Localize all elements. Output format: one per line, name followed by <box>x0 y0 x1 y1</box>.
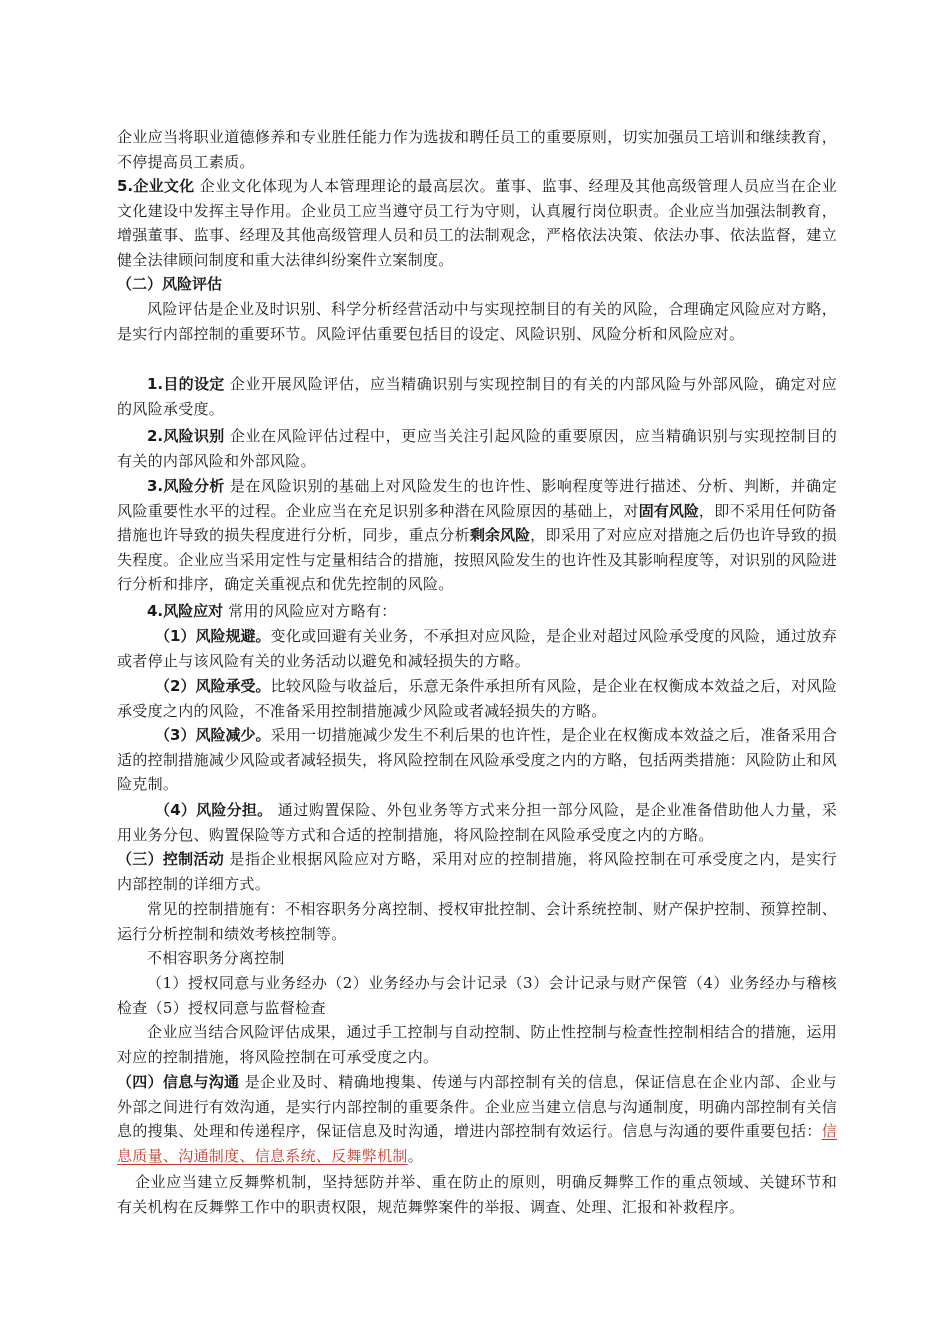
paragraph-text: 是在风险识别的基础上对风险发生的也许性、影响程度等进行描述、分析、判断，并确定风险重要性水平的过程。企业应当在充足识别多种潜在风险原因的基础上，对 <box>117 477 837 520</box>
paragraph-risk-analysis <box>117 474 837 597</box>
paragraph-risk-acceptance <box>117 674 837 723</box>
paragraph-risk-assessment-intro <box>117 297 837 346</box>
paragraph-goal-setting <box>117 372 837 421</box>
paragraph-text: 常用的风险应对方略有： <box>223 602 397 620</box>
paragraph-text: 通过购置保险、外包业务等方式来分担一部分风险，是企业准备借助他人力量，采用业务分包、购置保险等方式和合适的控制措施，将风险控制在风险承受度之内的方略。 <box>117 801 837 844</box>
paragraph-text: 。 <box>407 1146 424 1165</box>
paragraph-text: 采用一切措施减少发生不利后果的也许性，是企业在权衡成本效益之后，准备采用合适的控制措施减少风险或者减轻损失，将风险控制在风险承受度之内的方略，包括两类措施：风险防止和风险克制。 <box>117 726 837 793</box>
section-heading: 1.目的设定 <box>147 375 225 393</box>
paragraph-corporate-culture <box>117 174 837 272</box>
section-heading: 3.风险分析 <box>147 477 225 495</box>
paragraph-text: 企业文化体现为人本管理理论的最高层次。董事、监事、经理及其他高级管理人员应当在企业文化建设中发挥主导作用。企业员工应当遵守员工行为守则，认真履行岗位职责。企业应当加强法制教育，增强董事、监事、经理及其他高级管理人员和员工的法制观念，严格依法决策、依法办事、依法监督，建立健全法律顾问制度和重大法律纠纷案件立案制度。 <box>117 177 837 269</box>
keyword-residual-risk: 剩余风险 <box>469 526 531 544</box>
paragraph-risk-identification <box>117 424 837 473</box>
paragraph-text: 企业开展风险评估，应当精确识别与实现控制目的有关的内部风险与外部风险，确定对应的风险承受度。 <box>117 375 837 418</box>
paragraph-control-combination <box>117 1020 837 1069</box>
heading-risk-assessment <box>117 272 837 297</box>
paragraph-staff-quality <box>117 125 837 174</box>
paragraph-control-measures <box>117 897 837 946</box>
item-heading: （2）风险承受。 <box>155 677 271 695</box>
paragraph-text: 变化或回避有关业务，不承担对应风险，是企业对超过风险承受度的风险，通过放弃或者停止与该风险有关的业务活动以避免和减轻损失的方略。 <box>117 627 837 670</box>
paragraph-text: 是企业及时、精确地搜集、传递与内部控制有关的信息，保证信息在企业内部、企业与外部之间进行有效沟通，是实行内部控制的重要条件。企业应当建立信息与沟通制度，明确内部控制有关信息的搜集、处理和传递程序，保证信息及时沟通，增进内部控制有效运行。信息与沟通的要件重要包括： <box>117 1073 837 1140</box>
paragraph-text: 企业应当结合风险评估成果，通过手工控制与自动控制、防止性控制与检查性控制相结合的措施，运用对应的控制措施，将风险控制在可承受度之内。 <box>117 1023 837 1066</box>
paragraph-text: （1）授权同意与业务经办（2）业务经办与会计记录（3）会计记录与财产保管（4）业务经办与稽核检查（5）授权同意与监督检查 <box>117 974 837 1017</box>
paragraph-text: 企业在风险评估过程中，更应当关注引起风险的重要原因，应当精确识别与实现控制目的有关的内部风险和外部风险。 <box>117 427 837 470</box>
paragraph-segregation-title <box>117 946 837 971</box>
paragraph-text: ，即采用了对应应对措施之后仍也许导致的损失程度。企业应当采用定性与定量相结合的措施，按照风险发生的也许性及其影响程度等，对识别的风险进行分析和排序，确定关重视点和优先控制的风险。 <box>117 526 837 593</box>
section-heading: 4.风险应对 <box>147 602 224 620</box>
paragraph-anti-fraud <box>117 1170 837 1219</box>
paragraph-risk-sharing <box>117 798 837 847</box>
paragraph-text: 风险评估是企业及时识别、科学分析经营活动中与实现控制目的有关的风险，合理确定风险应对方略，是实行内部控制的重要环节。风险评估重要包括目的设定、风险识别、风险分析和风险应对。 <box>117 300 837 343</box>
keyword-inherent-risk: 固有风险 <box>638 501 699 520</box>
item-heading: （1）风险规避。 <box>155 627 271 645</box>
info-elements-link[interactable]: 信息质量、沟通制度、信息系统、反舞弊机制 <box>117 1122 837 1165</box>
section-heading: （四）信息与沟通 <box>117 1073 240 1091</box>
paragraph-text: ，即不采用任何防备措施也许导致的损失程度进行分析，同步，重点分析 <box>117 501 837 544</box>
paragraph-risk-response <box>117 599 837 624</box>
section-heading: （三）控制活动 <box>117 850 225 868</box>
paragraph-information-communication <box>117 1070 837 1168</box>
paragraph-risk-reduction <box>117 723 837 797</box>
section-heading: 5.企业文化 <box>117 177 195 195</box>
paragraph-text: 不相容职务分离控制 <box>147 949 285 967</box>
item-heading: （4）风险分担。 <box>155 801 273 819</box>
paragraph-text: 是指企业根据风险应对方略，采用对应的控制措施，将风险控制在可承受度之内，是实行内部控制的详细方式。 <box>117 850 837 893</box>
item-heading: （3）风险减少。 <box>155 726 271 744</box>
paragraph-control-activities <box>117 847 837 896</box>
paragraph-segregation-list <box>117 971 837 1020</box>
section-heading: （二）风险评估 <box>117 275 223 293</box>
paragraph-text: 企业应当将职业道德修养和专业胜任能力作为选拔和聘任员工的重要原则，切实加强员工培训和继续教育，不停提高员工素质。 <box>117 128 837 171</box>
paragraph-risk-avoidance <box>117 624 837 673</box>
paragraph-text: 比较风险与收益后，乐意无条件承担所有风险，是企业在权衡成本效益之后，对风险承受度之内的风险，不准备采用控制措施减少风险或者减轻损失的方略。 <box>117 677 837 720</box>
paragraph-text: 常见的控制措施有：不相容职务分离控制、授权审批控制、会计系统控制、财产保护控制、预算控制、运行分析控制和绩效考核控制等。 <box>117 900 837 943</box>
section-heading: 2.风险识别 <box>147 427 225 445</box>
paragraph-text: 企业应当建立反舞弊机制，坚持惩防并举、重在防止的原则，明确反舞弊工作的重点领域、关键环节和有关机构在反舞弊工作中的职责权限，规范舞弊案件的举报、调查、处理、汇报和补救程序。 <box>117 1173 837 1216</box>
